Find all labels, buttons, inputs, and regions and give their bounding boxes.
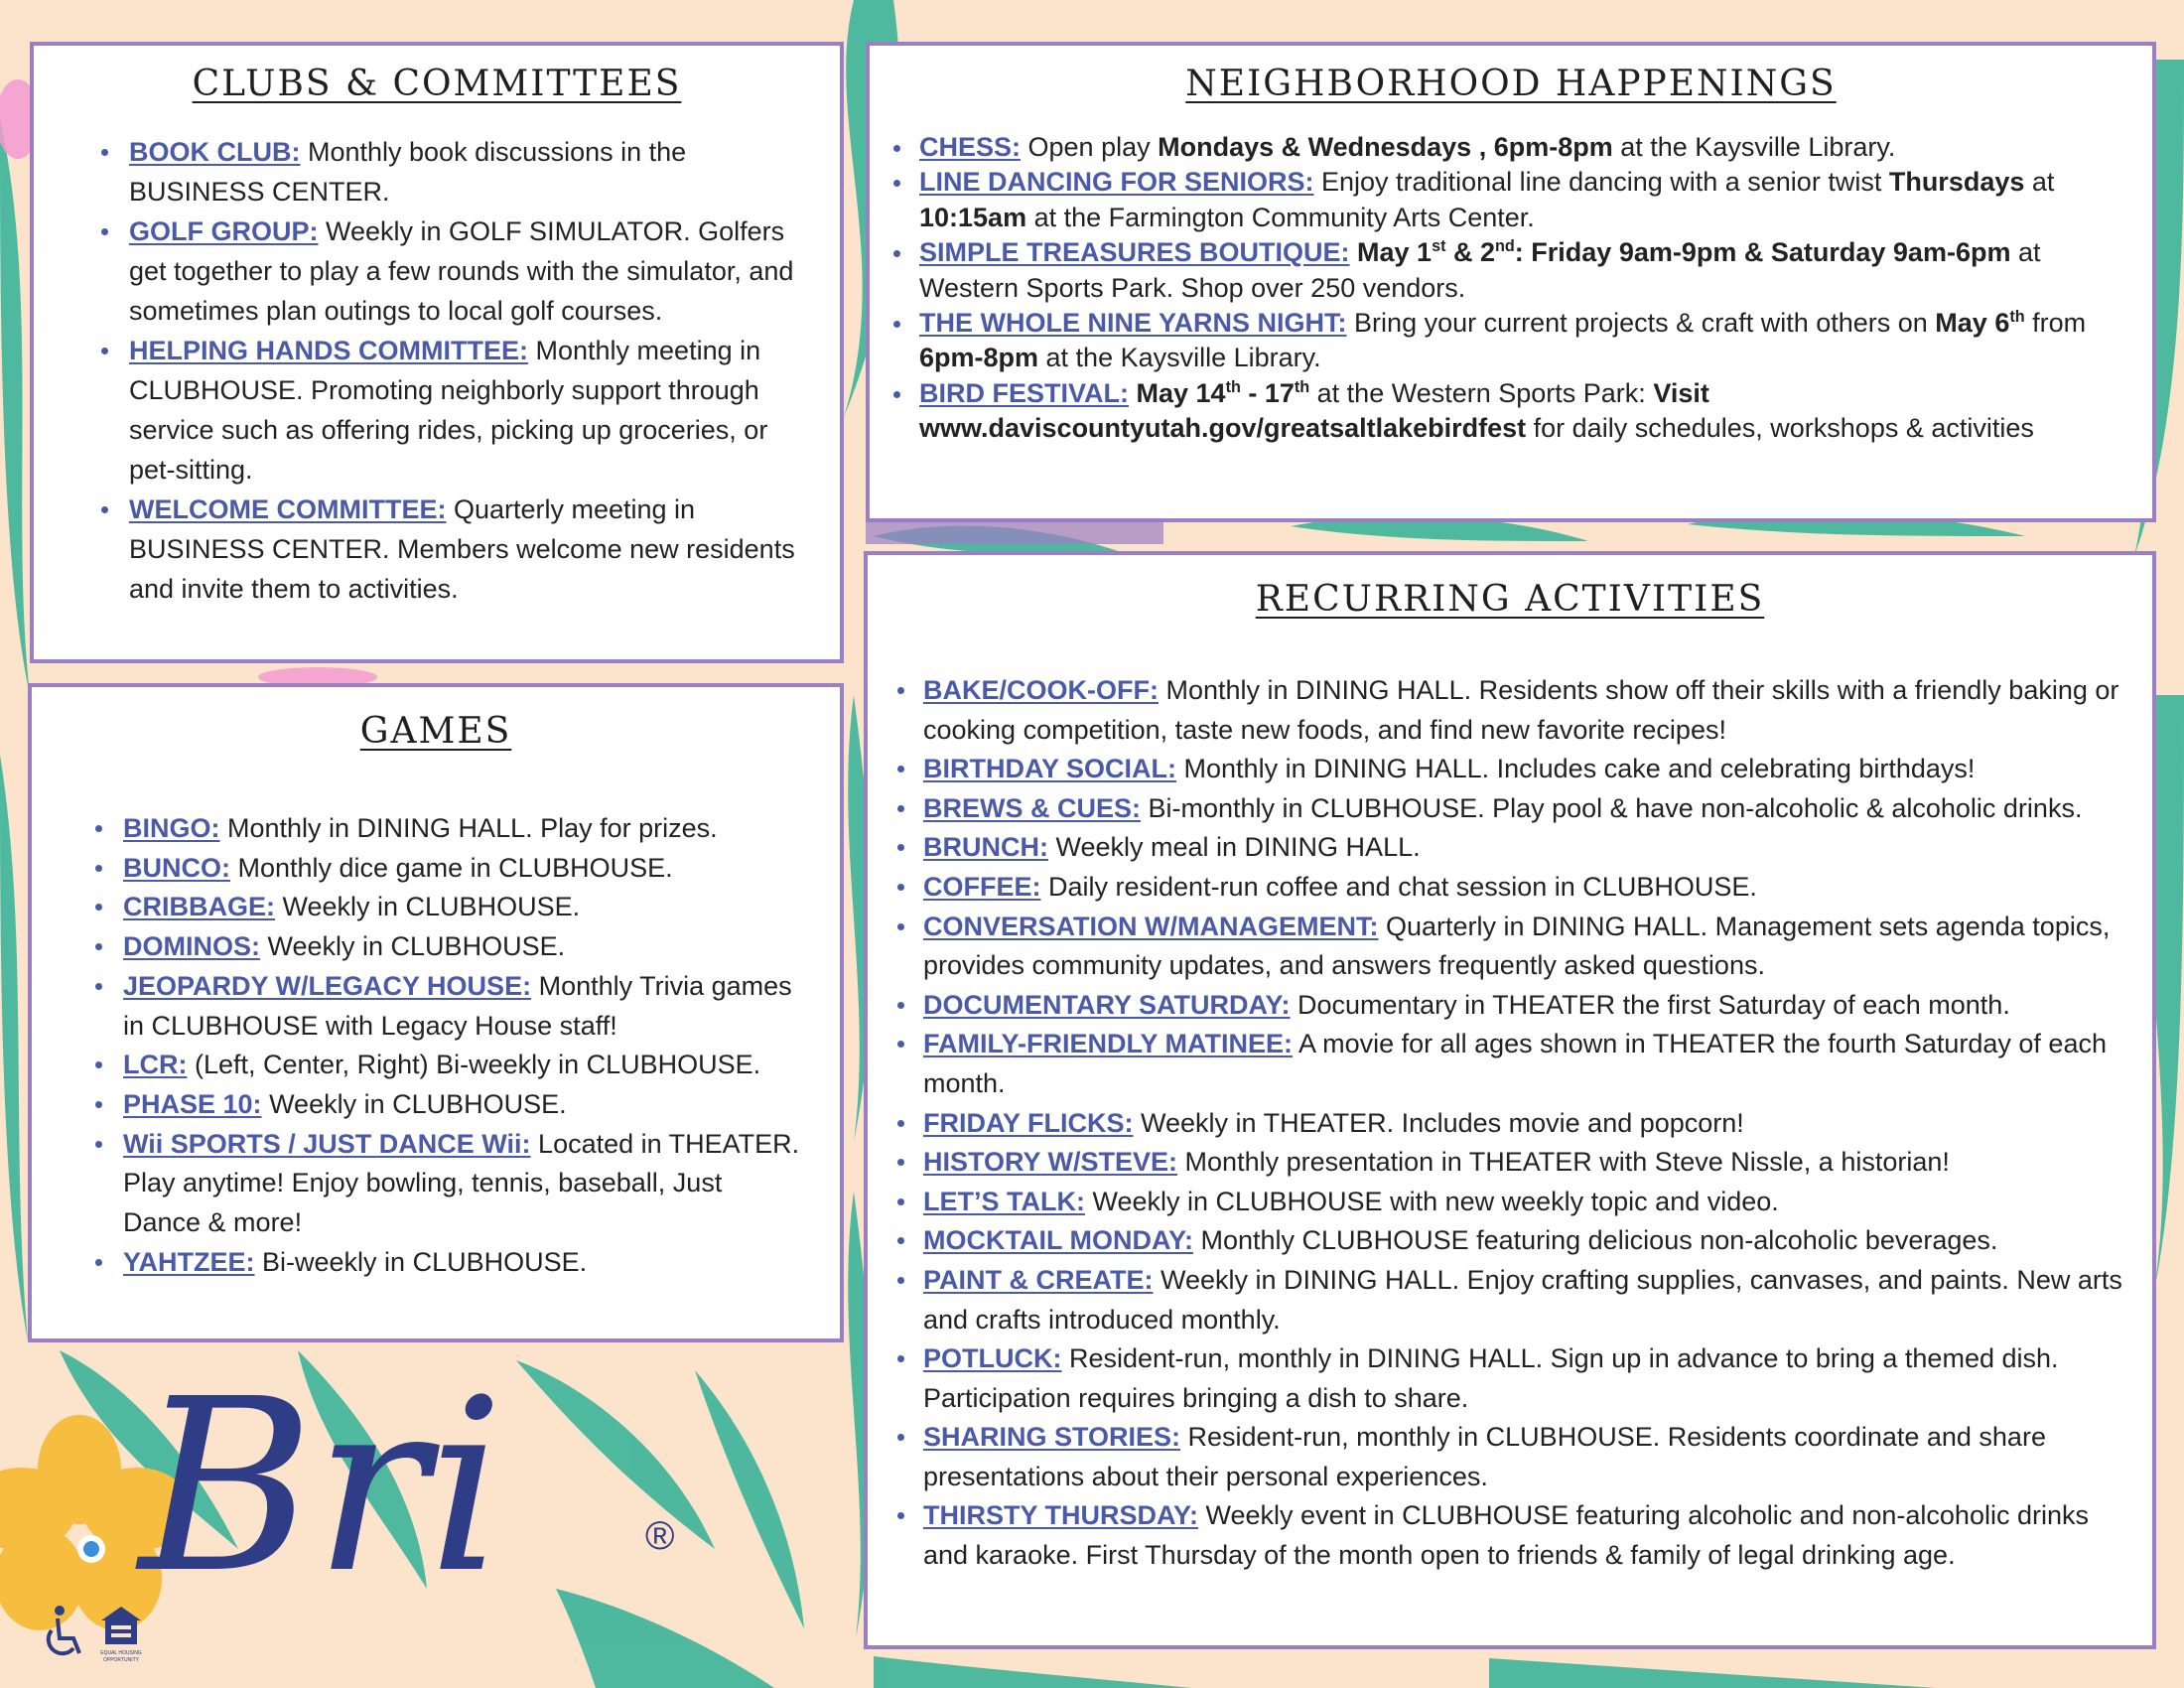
activity-item [923,986,2122,1026]
clubs-heading: CLUBS & COMMITTEES [192,64,682,104]
happening-text-segment: 10:15am [919,202,1027,232]
happening-text-segment: Open play [1021,132,1159,162]
activity-item-text: Monthly CLUBHOUSE featuring delicious non-alcoholic beverages. [1193,1225,1998,1256]
happening-label[interactable]: LINE DANCING FOR SENIORS: [919,167,1314,198]
game-item-label[interactable]: JEOPARDY W/LEGACY HOUSE: [123,970,532,1001]
game-item-label[interactable]: CRIBBAGE: [123,892,275,922]
activity-item-label[interactable]: MOCKTAIL MONDAY: [923,1225,1193,1256]
game-item-text: Monthly dice game in CLUBHOUSE. [230,852,673,883]
game-item-text: (Left, Center, Right) Bi-weekly in CLUBHOUSE. [187,1050,761,1080]
game-item-label[interactable]: BINGO: [123,813,220,843]
games-list [123,809,800,1282]
game-item-label[interactable]: DOMINOS: [123,931,260,962]
happening-label[interactable]: CHESS: [919,132,1022,162]
activity-item [923,1104,2122,1144]
happening-text-segment: th [1294,377,1310,396]
activity-item-text: Monthly in DINING HALL. Includes cake and celebrating birthdays! [1176,754,1976,784]
bri-logo [119,1350,715,1618]
happening-text-segment: at the Western Sports Park: [1309,377,1654,408]
club-item-label[interactable]: GOLF GROUP: [129,216,319,246]
happening-text-segment: May 1 [1349,237,1433,268]
happening-item [919,165,2113,235]
activity-item-text: Weekly in DINING HALL. Enjoy crafting supplies, canvases, and paints. New arts and crafts introduced monthly. [923,1264,2122,1335]
activity-item [923,1143,2122,1183]
activity-item-text: Monthly presentation in THEATER with Steve Nissle, a historian! [1177,1147,1950,1178]
happening-label[interactable]: SIMPLE TREASURES BOUTIQUE: [919,237,1350,268]
happening-text-segment: from [2024,308,2087,339]
game-item-label[interactable]: BUNCO: [123,852,230,883]
activity-item [923,828,2122,868]
activity-item-text: Documentary in THEATER the first Saturday of each month. [1290,989,2010,1020]
happening-text-segment: Enjoy traditional line dancing with a senior twist [1313,167,1889,198]
happening-item [919,130,2113,165]
club-item-text: Monthly meeting in CLUBHOUSE. Promoting neighborly support through service such as offering rides, picking up groceries, or pet-sitting. [129,336,768,485]
game-item-text: Weekly in CLUBHOUSE. [261,1088,567,1119]
club-item-label[interactable]: BOOK CLUB: [129,137,301,167]
happening-text-segment: Bring your current projects & craft with others on [1346,308,1936,339]
happening-label[interactable]: THE WHOLE NINE YARNS NIGHT: [919,308,1347,339]
happenings-heading: NEIGHBORHOOD HAPPENINGS [1185,64,1837,104]
happening-text-segment: - 17 [1240,377,1295,408]
game-item-text: Weekly in CLUBHOUSE. [260,931,566,962]
activity-item-text: Weekly in THEATER. Includes movie and popcorn! [1133,1107,1744,1138]
game-item [123,1243,800,1283]
happening-text-segment: at [2024,167,2055,198]
happening-text-segment: May 6 [1935,308,2010,339]
activity-item-text: Quarterly in DINING HALL. Management sets agenda topics, provides community updates, and answers frequently asked questions. [923,911,2111,981]
game-item [123,1125,800,1243]
club-item [129,211,800,331]
game-item-text: Weekly in CLUBHOUSE. [275,892,581,922]
happening-text-segment: st [1432,237,1446,256]
club-item [129,490,800,609]
equal-housing-line2: OPPORTUNITY [102,1657,140,1663]
activity-item-label[interactable]: CONVERSATION W/MANAGEMENT: [923,911,1379,941]
happening-text-segment: for daily schedules, workshops & activities [1526,413,2034,444]
activity-item-label[interactable]: PAINT & CREATE: [923,1264,1154,1295]
club-item-text: Monthly book discussions in the BUSINESS CENTER. [129,137,687,207]
happening-item [919,235,2113,306]
activity-item-label[interactable]: LET’S TALK: [923,1186,1085,1216]
activity-item [923,671,2122,750]
happening-text-segment: th [2009,308,2025,327]
activity-item-label[interactable]: SHARING STORIES: [923,1422,1181,1453]
logo-text: Bri [139,1350,504,1618]
game-item-label[interactable]: LCR: [123,1050,188,1080]
equal-housing-line1: EQUAL HOUSING [100,1650,142,1656]
activity-item-label[interactable]: COFFEE: [923,871,1041,902]
clubs-list [129,132,800,609]
activity-item-label[interactable]: BAKE/COOK-OFF: [923,675,1159,705]
happening-text-segment: th [1225,377,1241,396]
game-item [123,1085,800,1125]
game-item [123,888,800,927]
activity-item-text: Daily resident-run coffee and chat session in CLUBHOUSE. [1040,871,1757,902]
activity-item-text: Weekly in CLUBHOUSE with new weekly topic and video. [1084,1186,1779,1216]
game-item [123,967,800,1046]
club-item-text: Quarterly meeting in BUSINESS CENTER. Members welcome new residents and invite them to activities. [129,494,795,604]
activity-item-label[interactable]: HISTORY W/STEVE: [923,1147,1178,1178]
activity-item [923,868,2122,908]
happening-item [919,376,2113,447]
activity-item [923,1221,2122,1261]
happening-label[interactable]: BIRD FESTIVAL: [919,377,1129,408]
happening-text-segment: Thursdays [1888,167,2025,198]
recurring-list [923,671,2122,1576]
games-heading: GAMES [359,711,512,752]
happening-text-segment: & 2 [1445,237,1496,268]
activity-item-text: Weekly meal in DINING HALL. [1047,832,1421,863]
activity-item-label[interactable]: BREWS & CUES: [923,792,1142,823]
happening-text-segment: at the Kaysville Library. [1612,132,1896,162]
activity-item [923,1339,2122,1418]
game-item-label[interactable]: PHASE 10: [123,1088,262,1119]
happening-text-segment: : Friday 9am-9pm & Saturday 9am-6pm [1514,237,2011,268]
happening-text-segment: at Western Sports Park. Shop over 250 vendors. [919,237,2041,303]
game-item [123,927,800,967]
activity-item-text: Resident-run, monthly in CLUBHOUSE. Residents coordinate and share presentations about their personal experiences. [923,1422,2046,1491]
activity-item-label[interactable]: BIRTHDAY SOCIAL: [923,754,1177,784]
activity-item-label[interactable]: POTLUCK: [923,1343,1062,1374]
happening-text-segment: May 14 [1129,377,1226,408]
clubs-committees-panel [30,42,844,663]
activity-item [923,1496,2122,1575]
happening-text-segment: 6pm-8pm [919,343,1039,373]
activity-item-label[interactable]: BRUNCH: [923,832,1048,863]
activity-item [923,1261,2122,1339]
activity-item [923,1183,2122,1222]
club-item [129,132,800,211]
game-item [123,1046,800,1085]
activity-item [923,908,2122,986]
activity-item [923,1418,2122,1496]
registered-mark: ® [645,1514,675,1558]
game-item-text: Monthly Trivia games in CLUBHOUSE with Legacy House staff! [123,970,792,1041]
activity-item-label[interactable]: DOCUMENTARY SATURDAY: [923,989,1291,1020]
game-item-text: Bi-weekly in CLUBHOUSE. [254,1246,588,1277]
footer-icons [40,1599,159,1668]
activity-item-label[interactable]: FAMILY-FRIENDLY MATINEE: [923,1029,1294,1059]
activity-item-text: Weekly event in CLUBHOUSE featuring alcoholic and non-alcoholic drinks and karaoke. First Thursday of the month open to friends & family of legal drinking age. [923,1500,2089,1571]
activity-item-label[interactable]: THIRSTY THURSDAY: [923,1500,1199,1531]
activity-item [923,789,2122,829]
happening-text-segment: Visit www.daviscountyutah.gov/greatsaltlakebirdfest [919,377,1709,444]
activity-item-text: Monthly in DINING HALL. Residents show off their skills with a friendly baking or cooking competition, taste new foods, and find new favorite recipes! [923,675,2119,745]
activity-item-text: A movie for all ages shown in THEATER the fourth Saturday of each month. [923,1029,2107,1098]
club-item-text: Weekly in GOLF SIMULATOR. Golfers get together to play a few rounds with the simulator, and sometimes plan outings to local golf courses. [129,216,794,326]
games-panel [28,683,844,1342]
recurring-heading: RECURRING ACTIVITIES [1255,579,1765,620]
happening-item [919,306,2113,376]
game-item-text: Located in THEATER. Play anytime! Enjoy bowling, tennis, baseball, Just Dance & more! [123,1128,800,1238]
game-item [123,849,800,889]
happenings-list [919,130,2113,447]
activity-item [923,1025,2122,1103]
happening-text-segment: at the Kaysville Library. [1038,343,1321,373]
happening-text-segment: at the Farmington Community Arts Center. [1026,202,1535,232]
club-item-label[interactable]: WELCOME COMMITTEE: [129,494,447,524]
equal-housing-icon [100,1607,142,1663]
game-item [123,809,800,849]
game-item-label[interactable]: Wii SPORTS / JUST DANCE Wii: [123,1128,531,1159]
game-item-text: Monthly in DINING HALL. Play for prizes. [219,813,718,843]
happening-text-segment: nd [1495,237,1515,256]
happening-text-segment: Mondays & Wednesdays , 6pm-8pm [1158,132,1613,162]
club-item [129,331,800,490]
activity-item-text: Resident-run, monthly in DINING HALL. Sign up in advance to bring a themed dish. Participation requires bringing a dish to share. [923,1343,2059,1413]
game-item-label[interactable]: YAHTZEE: [123,1246,255,1277]
activity-item [923,750,2122,789]
neighborhood-happenings-panel [866,42,2156,522]
activity-item-label[interactable]: FRIDAY FLICKS: [923,1107,1134,1138]
accessibility-icon [49,1606,79,1653]
recurring-activities-panel [864,551,2156,1649]
activity-item-text: Bi-monthly in CLUBHOUSE. Play pool & have non-alcoholic & alcoholic drinks. [1141,792,2083,823]
club-item-label[interactable]: HELPING HANDS COMMITTEE: [129,336,528,365]
